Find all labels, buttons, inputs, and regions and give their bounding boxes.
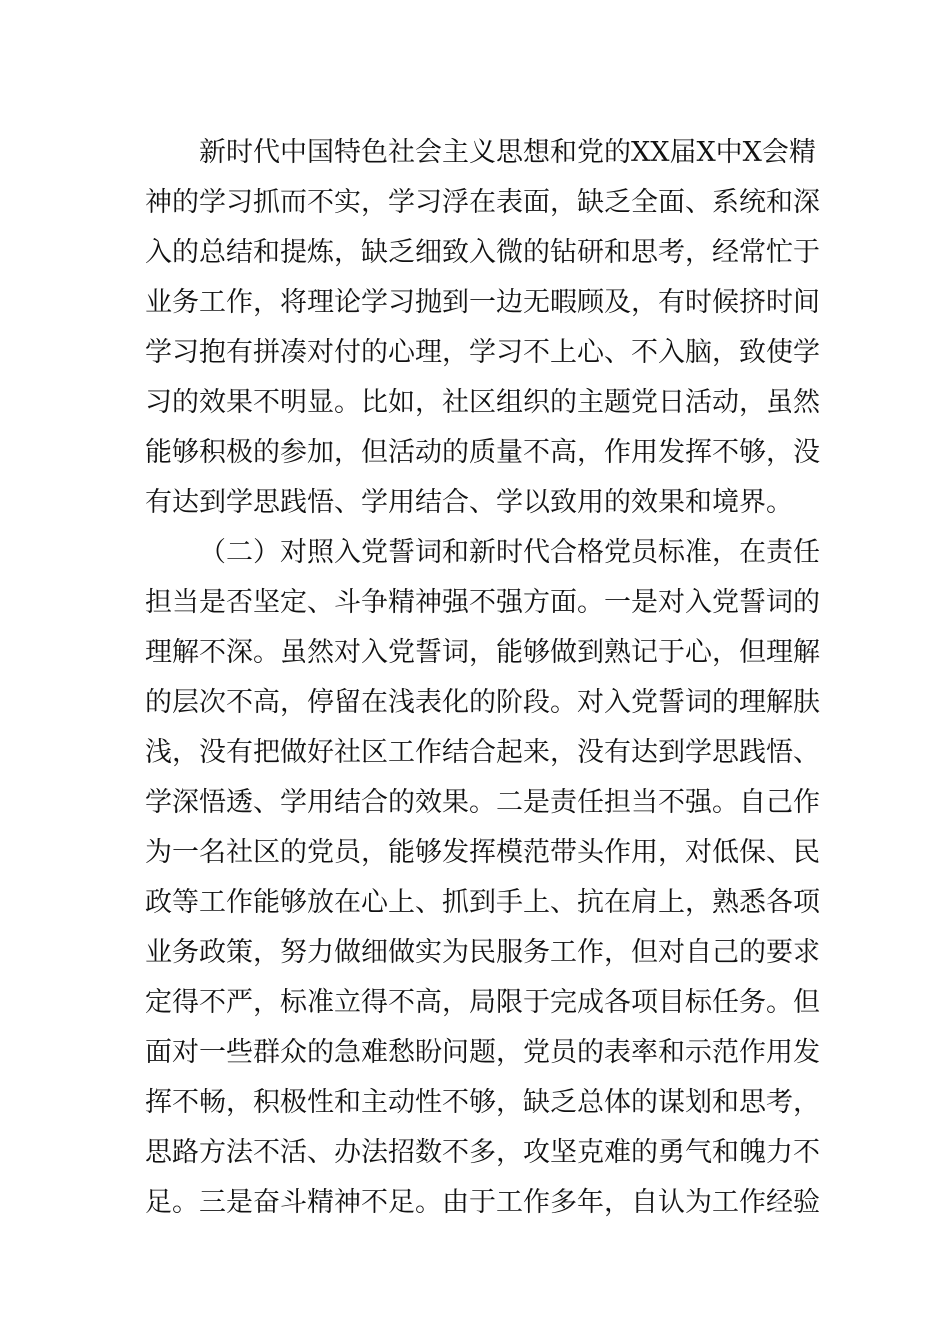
- text-line: 能够积极的参加，但活动的质量不高，作用发挥不够，没: [145, 437, 820, 468]
- text-line: 学深悟透、学用结合的效果。二是责任担当不强。自己作: [145, 787, 820, 818]
- document-body: [145, 128, 820, 1228]
- paragraph-responsibility: [145, 528, 820, 1228]
- text-line: 理解不深。虽然对入党誓词，能够做到熟记于心，但理解: [145, 637, 820, 668]
- text-line: 业务政策，努力做细做实为民服务工作，但对自己的要求: [145, 937, 820, 968]
- text-line: 的层次不高，停留在浅表化的阶段。对入党誓词的理解肤: [145, 687, 820, 718]
- text-line: 学习抱有拼凑对付的心理，学习不上心、不入脑，致使学: [145, 337, 820, 368]
- text-line: 为一名社区的党员，能够发挥模范带头作用，对低保、民: [145, 837, 820, 868]
- text-line: 担当是否坚定、斗争精神强不强方面。一是对入党誓词的: [145, 587, 820, 618]
- text-line: 面对一些群众的急难愁盼问题，党员的表率和示范作用发: [145, 1037, 820, 1068]
- text-line: 浅，没有把做好社区工作结合起来，没有达到学思践悟、: [145, 737, 820, 768]
- text-line: 政等工作能够放在心上、抓到手上、抗在肩上，熟悉各项: [145, 887, 820, 918]
- text-line: 思路方法不活、办法招数不多，攻坚克难的勇气和魄力不: [145, 1137, 820, 1168]
- text-line: 定得不严，标准立得不高，局限于完成各项目标任务。但: [145, 987, 820, 1018]
- text-line: 新时代中国特色社会主义思想和党的XX届X中X会精: [199, 137, 816, 168]
- text-line: 入的总结和提炼，缺乏细致入微的钻研和思考，经常忙于: [145, 237, 820, 268]
- section-heading-line: （二）对照入党誓词和新时代合格党员标准，在责任: [199, 537, 820, 568]
- paragraph-study: [145, 128, 820, 528]
- text-line: 习的效果不明显。比如，社区组织的主题党日活动，虽然: [145, 387, 820, 418]
- text-line: 业务工作，将理论学习抛到一边无暇顾及，有时候挤时间: [145, 287, 820, 318]
- text-line: 神的学习抓而不实，学习浮在表面，缺乏全面、系统和深: [145, 187, 820, 218]
- text-line: 有达到学思践悟、学用结合、学以致用的效果和境界。: [145, 487, 793, 518]
- text-line: 足。三是奋斗精神不足。由于工作多年，自认为工作经验: [145, 1187, 820, 1218]
- text-line: 挥不畅，积极性和主动性不够，缺乏总体的谋划和思考，: [145, 1087, 820, 1118]
